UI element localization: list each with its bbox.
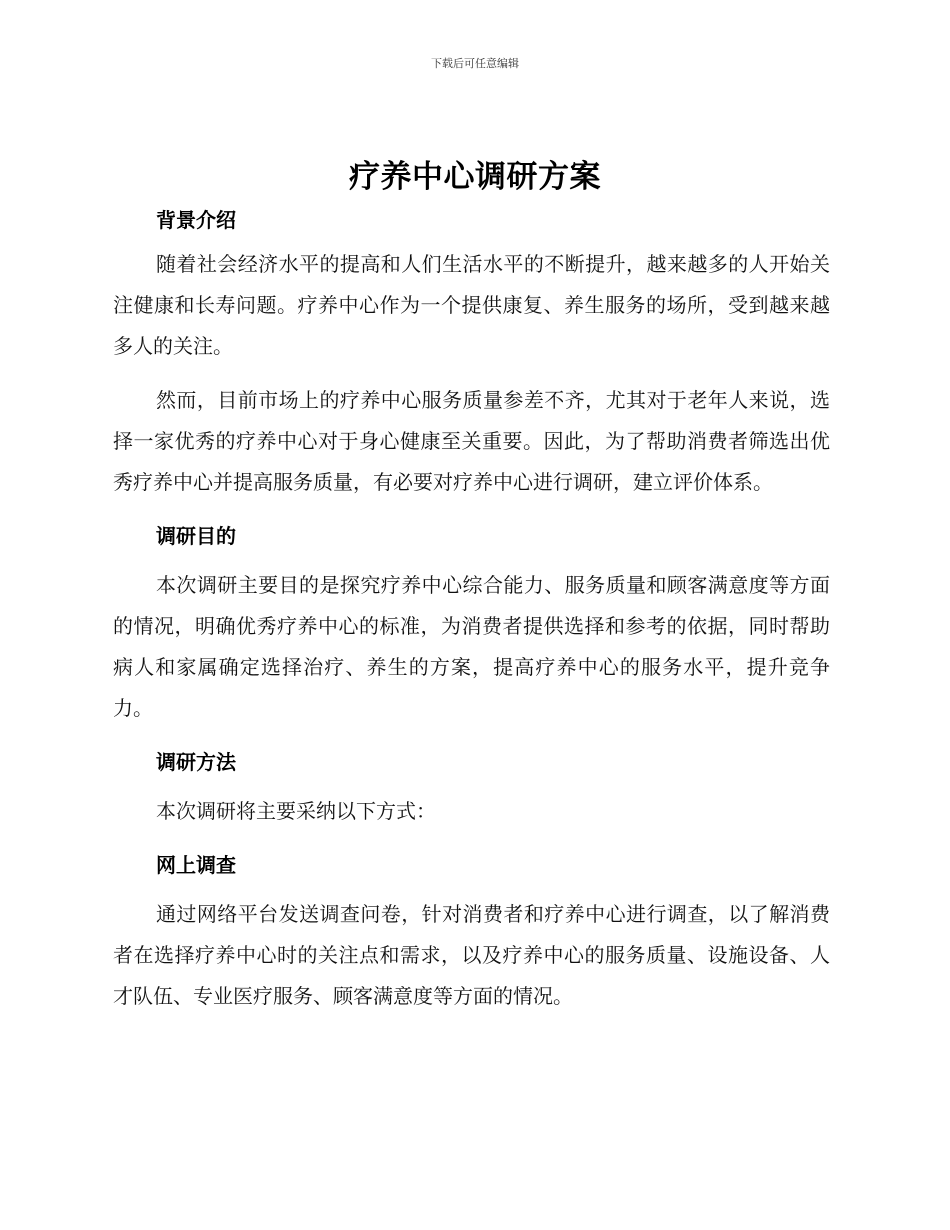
paragraph-background-2: 然而，目前市场上的疗养中心服务质量参差不齐，尤其对于老年人来说，选择一家优秀的疗养中心对于身心健康至关重要。因此，为了帮助消费者筛选出优秀疗养中心并提高服务质量，有必要对疗养中心进行调研，建立评价体系。 bbox=[113, 388, 830, 494]
paragraph-online-survey-1: 通过网络平台发送调查问卷，针对消费者和疗养中心进行调查，以了解消费者在选择疗养中心时的关注点和需求，以及疗养中心的服务质量、设施设备、人才队伍、专业医疗服务、顾客满意度等方面的情况。 bbox=[113, 902, 830, 1008]
paragraph-method-1: 本次调研将主要采纳以下方式： bbox=[156, 799, 436, 823]
paragraph-background-1: 随着社会经济水平的提高和人们生活水平的不断提升，越来越多的人开始关注健康和长寿问题。疗养中心作为一个提供康复、养生服务的场所，受到越来越多人的关注。 bbox=[113, 252, 830, 358]
section-heading-method: 调研方法 bbox=[156, 750, 236, 774]
document-title: 疗养中心调研方案 bbox=[349, 159, 601, 195]
page-header-note: 下载后可任意编辑 bbox=[431, 57, 519, 70]
section-heading-online-survey: 网上调查 bbox=[156, 853, 236, 877]
section-heading-background: 背景介绍 bbox=[156, 208, 236, 232]
document-body bbox=[113, 204, 830, 1017]
section-heading-purpose: 调研目的 bbox=[156, 524, 236, 548]
paragraph-purpose-1: 本次调研主要目的是探究疗养中心综合能力、服务质量和顾客满意度等方面的情况，明确优秀疗养中心的标准，为消费者提供选择和参考的依据，同时帮助病人和家属确定选择治疗、养生的方案，提高疗养中心的服务水平，提升竞争力。 bbox=[113, 573, 830, 720]
